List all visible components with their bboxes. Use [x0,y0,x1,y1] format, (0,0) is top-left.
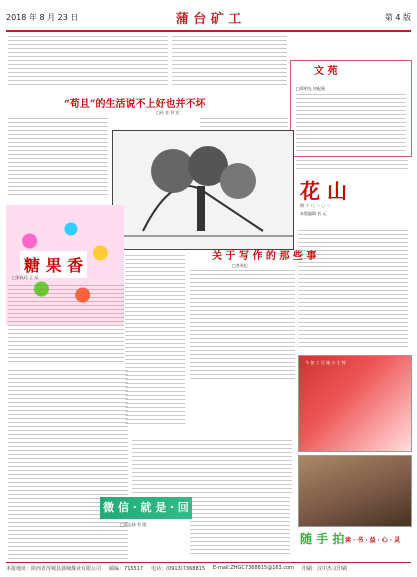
footer-printer: 印刷：汉中杰文印刷 [302,565,348,572]
right-column-body [298,230,408,350]
middle-column-text [125,255,185,430]
family-photo [298,455,412,527]
article-body-left-mid [8,118,108,198]
issue-date: 2018 年 8 月 23 日 [6,12,79,22]
masthead: 蒲 台 矿 工 [175,11,242,27]
poem-body [296,94,406,152]
bottom-slogan: 读 · 书 · 益 · 心 · 灵 [345,537,401,544]
second-body [190,270,295,380]
article-body-right-mid [200,118,288,128]
footer-email: E-mail:ZHGC7368815@163.com [213,565,295,571]
middle-lines [125,255,185,425]
weixin-byline: □郑志扬 有 限 [120,522,147,527]
weixin-banner: 微 信 · 就 是 · 回 家 [100,497,192,519]
worker-photo [298,355,412,452]
candy-label: 糖 果 香 [20,251,87,278]
page-number: 第 4 版 [384,12,411,22]
photo-caption: 今 加 工 后 施 小 主 持 [305,360,346,365]
poem-byline: □郑明先 诗配画 [296,86,326,91]
tree-drawing-icon [113,131,293,249]
candy-body [8,285,124,365]
article-body-center-top [172,36,287,88]
second-byline: □李英纪 [232,263,248,268]
cartoon-caption-2: 本版编辑 若 元 [300,211,327,216]
article-body-left-top [8,36,168,88]
footer-phone: 电话：(0913)7368815 [151,565,206,572]
lower-left-body [8,370,128,560]
footer-postcode: 邮编：715517 [109,565,144,572]
footer-address: 本报地址：陕西省浑城县蒲城煤业有限公司 [6,565,102,572]
poem-section-title: 文 苑 [314,66,338,77]
article-body-right [296,160,408,172]
page-header [6,4,411,32]
lower-mid-body [132,440,292,495]
lower-mid-body-2 [190,497,290,557]
main-headline: “苟且”的生活说不上好也并不坏 [64,99,206,110]
cartoon-caption-1: 期 十 八 一 〇 二 [300,203,331,208]
bottom-logo: 随 手 拍 [300,532,345,546]
page-footer [6,562,411,573]
second-headline: 关 于 写 作 的 那 些 事 [212,251,317,262]
main-byline: □孙 亮 符 宏 [156,110,180,115]
candy-byline: □张秋玲 王 东 [12,275,39,280]
cartoon-title: 花 山 [300,179,347,203]
cartoon-illustration [112,130,294,250]
